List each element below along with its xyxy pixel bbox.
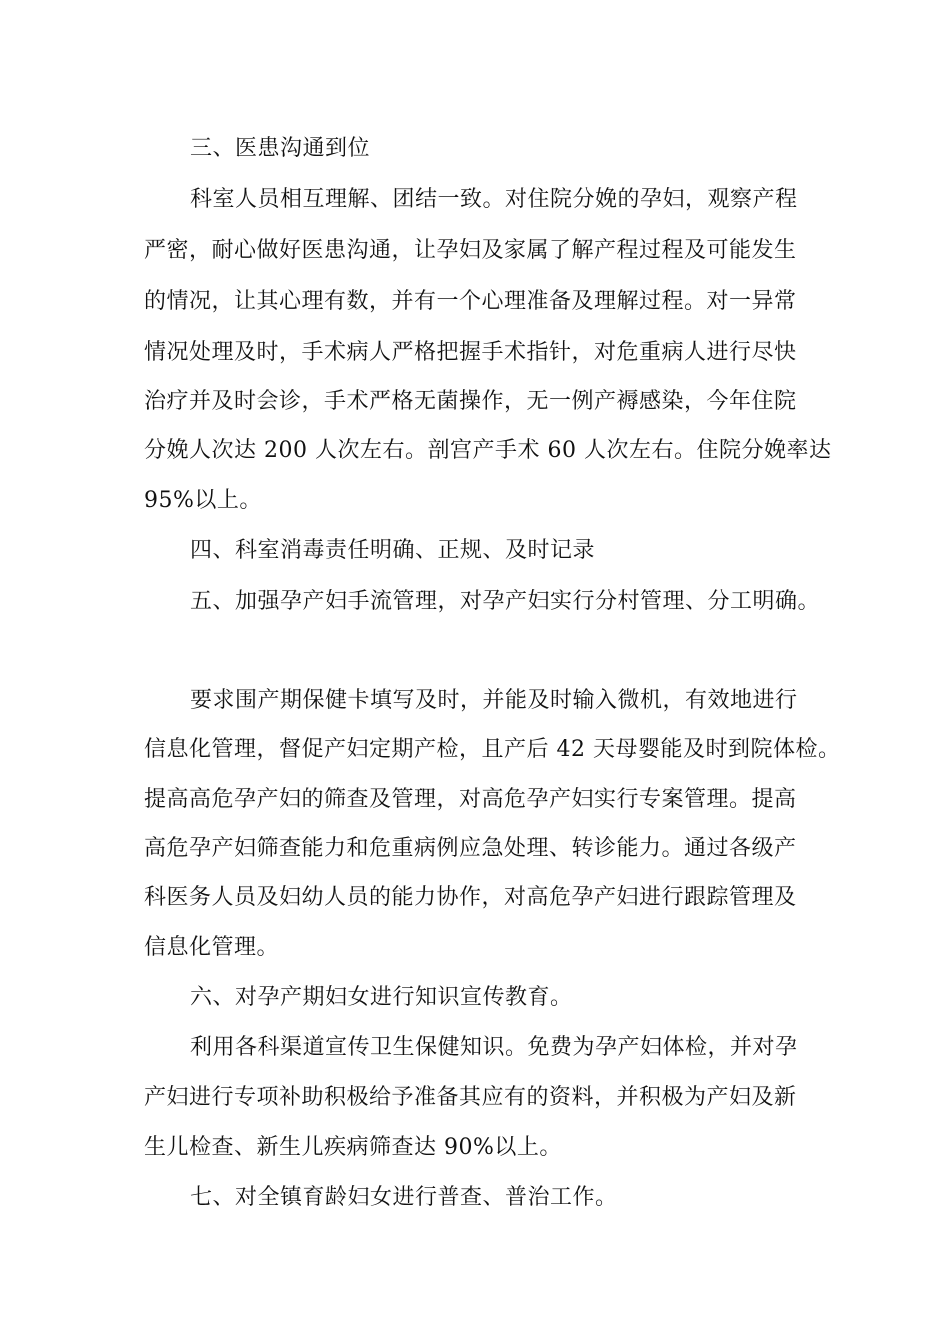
paragraph-line: 提高高危孕产妇的筛查及管理，对高危孕产妇实行专案管理。提高 — [144, 787, 797, 812]
paragraph-line: 科室人员相互理解、团结一致。对住院分娩的孕妇，观察产程 — [190, 187, 798, 212]
paragraph-line: 生儿检查、新生儿疾病筛查达 90%以上。 — [144, 1135, 562, 1160]
paragraph-line: 情况处理及时，手术病人严格把握手术指针，对危重病人进行尽快 — [144, 340, 797, 365]
heading-section-4: 四、科室消毒责任明确、正规、及时记录 — [190, 538, 596, 563]
paragraph-line: 95%以上。 — [144, 488, 262, 513]
heading-section-5: 五、加强孕产妇手流管理，对孕产妇实行分村管理、分工明确。 — [190, 589, 821, 614]
paragraph-line: 的情况，让其心理有数，并有一个心理准备及理解过程。对一异常 — [144, 289, 797, 314]
paragraph-line: 严密，耐心做好医患沟通，让孕妇及家属了解产程过程及可能发生 — [144, 238, 797, 263]
paragraph-line: 信息化管理，督促产妇定期产检，且产后 42 天母婴能及时到院体检。 — [144, 737, 841, 762]
paragraph-line: 要求围产期保健卡填写及时，并能及时输入微机，有效地进行 — [190, 688, 798, 713]
paragraph-line: 治疗并及时会诊，手术严格无菌操作，无一例产褥感染，今年住院 — [144, 389, 797, 414]
heading-section-3: 三、医患沟通到位 — [190, 136, 371, 161]
paragraph-line: 高危孕产妇筛查能力和危重病例应急处理、转诊能力。通过各级产 — [144, 836, 797, 861]
paragraph-line: 分娩人次达 200 人次左右。剖宫产手术 60 人次左右。住院分娩率达 — [144, 438, 832, 463]
paragraph-line: 利用各科渠道宣传卫生保健知识。免费为孕产妇体检，并对孕 — [190, 1035, 798, 1060]
heading-section-6: 六、对孕产期妇女进行知识宣传教育。 — [190, 985, 573, 1010]
paragraph-line: 科医务人员及妇幼人员的能力协作，对高危孕产妇进行跟踪管理及 — [144, 885, 797, 910]
paragraph-line: 信息化管理。 — [144, 935, 280, 960]
heading-section-7: 七、对全镇育龄妇女进行普查、普治工作。 — [190, 1185, 618, 1210]
paragraph-line: 产妇进行专项补助积极给予准备其应有的资料，并积极为产妇及新 — [144, 1085, 797, 1110]
